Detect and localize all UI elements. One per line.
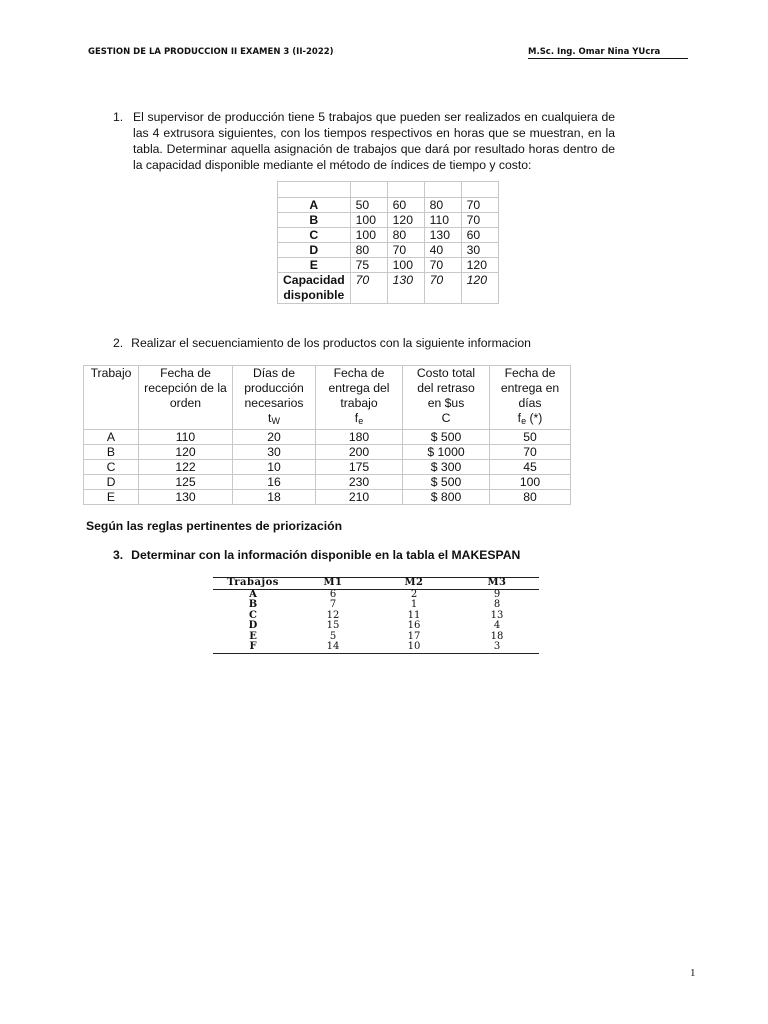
header-line: trabajo	[340, 396, 378, 410]
question-1-number: 1.	[113, 110, 124, 124]
table-cell: 200	[316, 445, 403, 460]
table-cell: $ 500	[403, 475, 490, 490]
row-label: D	[278, 243, 351, 258]
table-cell: 70	[461, 213, 498, 228]
row-label: E	[278, 258, 351, 273]
header-line: Fecha de	[333, 366, 385, 380]
table-row	[84, 490, 571, 505]
table-row	[84, 445, 571, 460]
page-number: 1	[690, 967, 696, 979]
table-row	[278, 228, 499, 243]
capacity-cell: 70	[424, 273, 461, 304]
table-cell: 18	[490, 630, 504, 642]
table-cell: 110	[139, 430, 233, 445]
header-line: entrega en	[500, 381, 560, 395]
table-cell: 15	[326, 620, 340, 631]
assignment-table	[277, 181, 499, 304]
table-row	[278, 243, 499, 258]
table-cell: 100	[350, 228, 387, 243]
table-cell: 11	[407, 609, 421, 621]
table-cell: $ 1000	[403, 445, 490, 460]
question-1-text: El supervisor de producción tiene 5 trabajos que pueden ser realizados en cualquiera de las 4 extrusora siguientes, con los tiempos respectivos en horas que se muestran, en la tabla. Determinar aquella asignación de trabajos que dará por resultado horas dentro de la capacidad disponible mediante el método de índices de tiempo y costo:	[133, 110, 615, 172]
table-row	[84, 460, 571, 475]
table-cell: 130	[424, 228, 461, 243]
question-1	[113, 109, 615, 173]
symbol-subscript: e	[521, 416, 527, 426]
table-cell: C	[249, 609, 257, 621]
capacity-cell: 130	[387, 273, 424, 304]
table-cell: 80	[387, 228, 424, 243]
table-cell: 122	[139, 460, 233, 475]
header-line: entrega del	[328, 381, 390, 395]
table-row	[213, 642, 539, 653]
table-cell: 50	[490, 430, 571, 445]
table-cell: 12	[326, 609, 340, 621]
header-line: en $us	[427, 396, 465, 410]
table-cell: A	[249, 588, 257, 600]
table-cell: 100	[387, 258, 424, 273]
symbol-subscript: W	[271, 416, 280, 426]
capacity-row	[278, 273, 499, 304]
table-cell: 10	[407, 641, 421, 652]
row-label: A	[278, 198, 351, 213]
row-label: B	[278, 213, 351, 228]
table-cell: 175	[316, 460, 403, 475]
table-cell: 60	[387, 198, 424, 213]
header-line: Fecha de	[160, 366, 211, 380]
table-cell: $ 500	[403, 430, 490, 445]
table-cell: $ 300	[403, 460, 490, 475]
table-cell: 125	[139, 475, 233, 490]
table-cell: 70	[461, 198, 498, 213]
capacity-label	[278, 273, 351, 304]
question-2-text: Realizar el secuenciamiento de los productos con la siguiente informacion	[131, 336, 531, 350]
capacity-label-line: disponible	[283, 288, 345, 302]
table-cell: 110	[424, 213, 461, 228]
table-cell: E	[249, 630, 257, 642]
table-cell: 180	[316, 430, 403, 445]
table-cell: 70	[490, 445, 571, 460]
question-3-text: Determinar con la información disponible en la tabla el MAKESPAN	[131, 548, 521, 562]
table-row	[278, 258, 499, 273]
table-row	[213, 632, 539, 643]
table-cell: 20	[233, 430, 316, 445]
table-cell: 5	[329, 630, 337, 642]
column-header: M2	[373, 578, 455, 590]
header-symbol	[319, 411, 399, 429]
table-row	[278, 182, 499, 198]
column-header	[403, 366, 490, 430]
table-cell: D	[248, 620, 258, 631]
table-cell: 18	[233, 490, 316, 505]
table-cell: $ 800	[403, 490, 490, 505]
symbol-suffix: (*)	[526, 411, 543, 425]
table-row	[84, 430, 571, 445]
header-line: Trabajo	[90, 366, 132, 380]
table-cell: 1	[410, 599, 418, 610]
symbol: t	[268, 411, 272, 425]
column-header	[490, 366, 571, 430]
column-header: Trabajos	[213, 578, 293, 590]
table-cell: 16	[407, 620, 421, 631]
column-header: M3	[455, 578, 539, 590]
header-symbol	[236, 411, 312, 429]
table-row	[84, 475, 571, 490]
table-cell: 75	[350, 258, 387, 273]
header-title: GESTION DE LA PRODUCCION II EXAMEN 3 (II-2022)	[88, 47, 334, 57]
capacity-cell: 70	[350, 273, 387, 304]
header-symbol	[493, 411, 567, 429]
table-cell: 8	[493, 599, 501, 610]
column-header	[139, 366, 233, 430]
table-cell: 130	[139, 490, 233, 505]
makespan-table	[213, 577, 539, 654]
symbol: f	[354, 411, 359, 425]
column-header	[316, 366, 403, 430]
table-cell: 120	[387, 213, 424, 228]
sequencing-table	[83, 365, 571, 505]
table-cell: 80	[490, 490, 571, 505]
table-row	[213, 600, 539, 611]
table-cell: D	[84, 475, 139, 490]
table-cell: 230	[316, 475, 403, 490]
capacity-cell: 120	[461, 273, 498, 304]
rules-heading: Según las reglas pertinentes de priorización	[86, 519, 343, 533]
table-cell: 3	[493, 641, 501, 652]
table-cell: F	[249, 641, 257, 652]
question-2	[113, 336, 531, 350]
table-cell: 13	[490, 609, 504, 621]
table-row	[213, 589, 539, 600]
question-2-number: 2.	[113, 336, 124, 350]
column-header	[233, 366, 316, 430]
table-cell: C	[84, 460, 139, 475]
header-line: C	[441, 411, 451, 425]
table-row	[278, 198, 499, 213]
table-cell: 80	[350, 243, 387, 258]
header-line: del retraso	[417, 381, 475, 395]
table-cell: 120	[461, 258, 498, 273]
header-line: Costo total	[416, 366, 476, 380]
table-cell: 17	[407, 630, 421, 642]
header-author: M.Sc. Ing. Omar Nina YUcra	[528, 47, 688, 59]
header-line: orden	[169, 396, 202, 410]
table-cell: A	[84, 430, 139, 445]
table-header-row	[213, 578, 539, 590]
question-3-number: 3.	[113, 548, 124, 562]
table-cell: 70	[424, 258, 461, 273]
table-cell: E	[84, 490, 139, 505]
table-cell: 100	[350, 213, 387, 228]
table-cell: 45	[490, 460, 571, 475]
table-cell: 10	[233, 460, 316, 475]
table-cell: 4	[493, 620, 501, 631]
symbol-subscript: e	[358, 416, 364, 426]
question-3	[113, 548, 520, 562]
table-cell: B	[84, 445, 139, 460]
table-cell: 120	[139, 445, 233, 460]
table-row	[213, 611, 539, 622]
table-cell: 70	[387, 243, 424, 258]
row-label: C	[278, 228, 351, 243]
table-cell: 210	[316, 490, 403, 505]
table-row	[213, 621, 539, 632]
table-cell: 50	[350, 198, 387, 213]
table-cell: 80	[424, 198, 461, 213]
table-cell: 40	[424, 243, 461, 258]
table-cell: B	[248, 599, 258, 610]
column-header: M1	[293, 578, 373, 590]
header-line: recepción de la	[144, 381, 227, 395]
table-cell: 9	[493, 588, 501, 600]
table-cell: 16	[233, 475, 316, 490]
table-cell: 30	[461, 243, 498, 258]
table-cell: 2	[410, 588, 418, 600]
column-header	[84, 366, 139, 430]
table-header-row	[84, 366, 571, 430]
header-line: días	[518, 396, 542, 410]
symbol: f	[517, 411, 522, 425]
table-row	[278, 213, 499, 228]
header-line: producción	[244, 381, 304, 395]
header-line: necesarios	[244, 396, 304, 410]
table-cell: 30	[233, 445, 316, 460]
header-line: Días de	[252, 366, 295, 380]
table-cell: 6	[329, 588, 337, 600]
table-cell: 100	[490, 475, 571, 490]
capacity-label-line: Capacidad	[283, 273, 345, 287]
header-line: Fecha de	[504, 366, 556, 380]
table-cell: 60	[461, 228, 498, 243]
table-cell: 7	[329, 599, 337, 610]
table-cell: 14	[326, 641, 340, 652]
